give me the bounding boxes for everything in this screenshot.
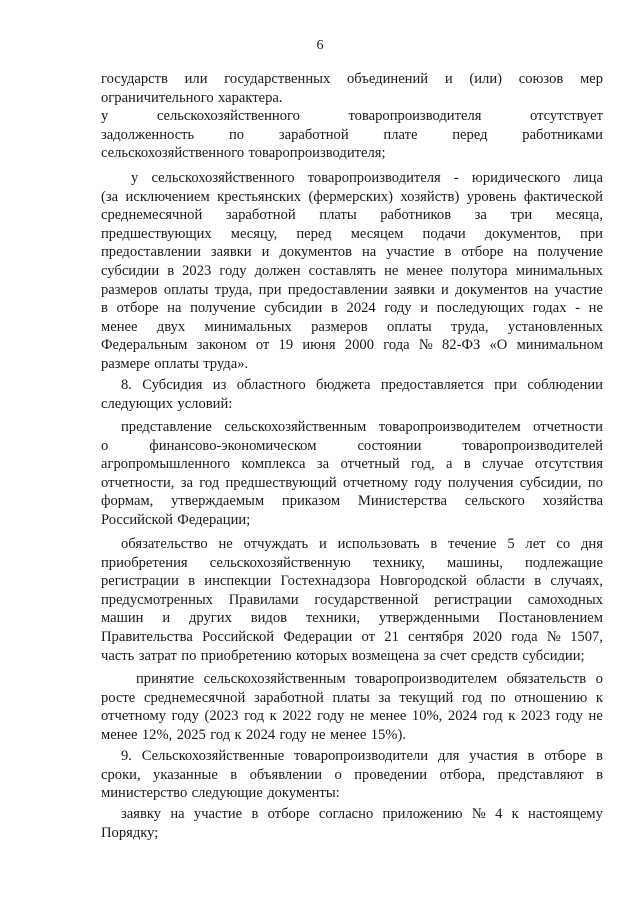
text-line: представление сельскохозяйственным товаропроизводителем отчетности bbox=[121, 419, 603, 435]
text-line: Российской Федерации; bbox=[101, 511, 251, 528]
text-line: предусмотренных Правилами государственной регистрации самоходных bbox=[101, 591, 603, 608]
text-line: предоставлении заявки и документов на участие в отборе на получение bbox=[101, 244, 603, 261]
text-line: министерство следующие документы: bbox=[101, 785, 340, 802]
text-line: у сельскохозяйственного товаропроизводителя - юридического лица bbox=[131, 170, 603, 186]
paragraph bbox=[101, 107, 603, 163]
text-line: размере оплаты труда». bbox=[101, 355, 249, 372]
text-line: приобретения сельскохозяйственную технику, машины, подлежащие bbox=[101, 554, 603, 571]
text-line: сельскохозяйственного товаропроизводителя; bbox=[101, 145, 386, 162]
page-number: 6 bbox=[316, 38, 324, 53]
text-line: регистрации в инспекции Гостехнадзора Новгородской области в случаях, bbox=[101, 573, 603, 590]
text-line: формам, утверждаемым приказом Министерства сельского хозяйства bbox=[101, 493, 603, 510]
text-line: Порядку; bbox=[101, 824, 159, 841]
text-line: о финансово-экономическом состоянии товаропроизводителей bbox=[101, 437, 603, 454]
text-line: сроки, указанные в объявлении о проведении отбора, представляют в bbox=[101, 766, 603, 783]
text-line: предшествующих месяцу, перед месяцем подачи документов, при bbox=[101, 225, 603, 242]
text-line: размеров оплаты труда, при предоставлении заявки и документов на участие bbox=[101, 281, 603, 298]
text-line: государств или государственных объединений и (или) союзов мер bbox=[101, 71, 603, 87]
paragraph bbox=[101, 805, 603, 842]
text-line: менее 12%, 2025 год к 2024 году не менее 15%). bbox=[101, 726, 406, 743]
text-line: машин и других видов техники, утвержденными Постановлением bbox=[101, 610, 603, 627]
text-line: среднемесячной заработной платы работников за три месяца, bbox=[101, 207, 603, 224]
text-line: 9. Сельскохозяйственные товаропроизводители для участия в отборе в bbox=[121, 748, 603, 764]
text-line: заявку на участие в отборе согласно приложению № 4 к настоящему bbox=[121, 806, 603, 822]
paragraph bbox=[101, 535, 603, 665]
text-line: в отборе на получение субсидии в 2024 году и последующих годах - не bbox=[101, 300, 603, 317]
text-line: менее двух минимальных размеров оплаты труда, установленных bbox=[101, 318, 603, 335]
paragraph bbox=[101, 169, 603, 374]
paragraph bbox=[101, 418, 603, 530]
text-line: (за исключением крестьянских (фермерских) хозяйств) уровень фактической bbox=[101, 188, 603, 205]
text-line: отчетному году (2023 год к 2022 году не менее 10%, 2024 год к 2023 году не bbox=[101, 708, 603, 725]
text-line: часть затрат по приобретению которых возмещена за счет средств субсидии; bbox=[101, 647, 585, 664]
text-line: 8. Субсидия из областного бюджета предоставляется при соблюдении bbox=[121, 377, 603, 393]
text-line: росте среднемесячной заработной платы за текущий год по отношению к bbox=[101, 689, 603, 706]
text-line: обязательство не отчуждать и использовать в течение 5 лет со дня bbox=[121, 536, 603, 552]
text-line: следующих условий: bbox=[101, 395, 233, 412]
text-line: субсидии в 2023 году должен составлять не менее полутора минимальных bbox=[101, 262, 603, 279]
text-line: принятие сельскохозяйственным товаропроизводителем обязательств о bbox=[136, 671, 603, 687]
paragraph bbox=[101, 376, 603, 413]
paragraph bbox=[101, 70, 603, 107]
text-line: задолженность по заработной плате перед работниками bbox=[101, 126, 603, 143]
paragraph bbox=[101, 670, 603, 744]
text-line: Правительства Российской Федерации от 21 сентября 2020 года № 1507, bbox=[101, 628, 603, 645]
text-line: ограничительного характера. bbox=[101, 89, 283, 106]
text-line: отчетности, за год предшествующий отчетному году получения субсидии, по bbox=[101, 474, 603, 491]
paragraph bbox=[101, 747, 603, 803]
text-line: агропромышленного комплекса за отчетный год, а в случае отсутствия bbox=[101, 456, 603, 473]
text-line: у сельскохозяйственного товаропроизводителя отсутствует bbox=[101, 108, 603, 124]
text-line: Федеральным законом от 19 июня 2000 года № 82-ФЗ «О минимальном bbox=[101, 337, 603, 354]
